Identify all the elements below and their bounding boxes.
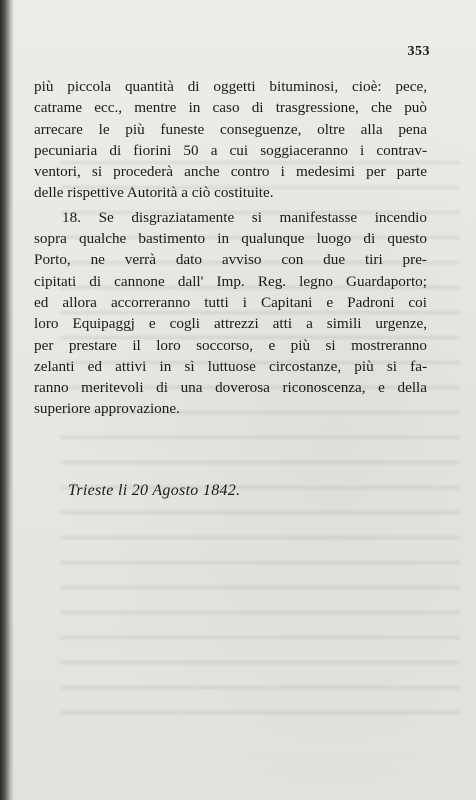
text-line: arrecare le più funeste conseguenze, oltre alla pena [34, 120, 427, 138]
text-line: ventori, si procederà anche contro i medesimi per parte [34, 163, 427, 181]
paragraph-1 [34, 76, 427, 204]
text-line: delle rispettive Autorità a ciò costituite. [34, 184, 274, 202]
page-number: 353 [407, 44, 430, 59]
text-line: ranno meritevoli di una doverosa riconoscenza, e della [34, 379, 427, 397]
body-text [34, 76, 427, 420]
text-line: pecuniaria di fiorini 50 a cui soggiaceranno i contrav- [34, 141, 427, 159]
text-line: loro Equipaggj e cogli attrezzi atti a simili urgenze, [34, 315, 427, 333]
text-line: catrame ecc., mentre in caso di trasgressione, che può [34, 99, 427, 117]
text-line: per prestare il loro soccorso, e più si mostreranno [34, 336, 427, 354]
paragraph-2 [34, 207, 427, 420]
text-line: Porto, ne verrà dato avviso con due tiri pre- [34, 251, 427, 269]
text-line: cipitati di cannone dall' Imp. Reg. legno Guardaporto; [34, 272, 427, 290]
text-line: sopra qualche bastimento in qualunque luogo di questo [34, 230, 427, 248]
text-line: 18. Se disgraziatamente si manifestasse incendio [62, 208, 427, 226]
text-line: superiore approvazione. [34, 400, 180, 418]
text-line: più piccola quantità di oggetti bituminosi, cioè: pece, [34, 78, 427, 95]
book-spine-shadow [0, 0, 14, 800]
date-signature: Trieste li 20 Agosto 1842. [68, 482, 241, 499]
text-line: zelanti ed attivi in sì luttuose circostanze, più si fa- [34, 357, 427, 375]
text-line: ed allora accorreranno tutti i Capitani e Padroni coi [34, 293, 427, 311]
